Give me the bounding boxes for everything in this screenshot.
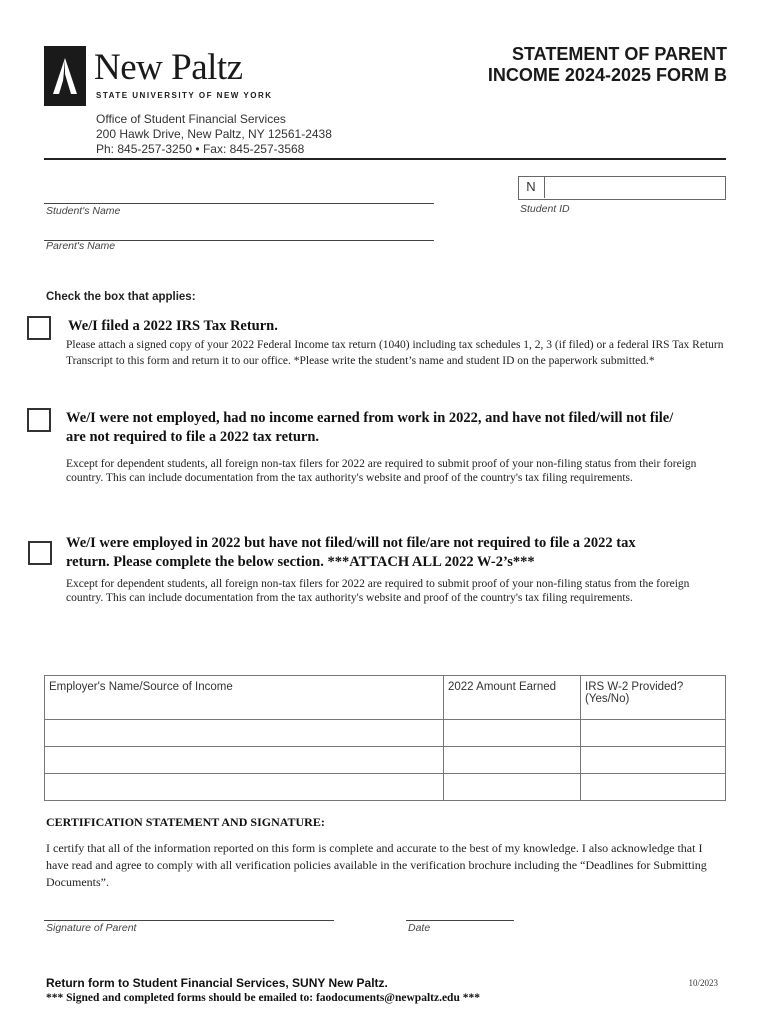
brand-name: New Paltz [94,47,243,88]
header-amount: 2022 Amount Earned [444,676,581,720]
option3-checkbox[interactable] [28,541,52,565]
table-row [45,747,726,774]
employer-cell[interactable] [45,720,444,747]
w2-cell[interactable] [581,747,726,774]
employment-table [44,675,726,801]
form-title [488,44,727,86]
table-row [45,774,726,801]
office-phone-fax: Ph: 845-257-3250 • Fax: 845-257-3568 [96,142,305,156]
option3-title-line2: return. Please complete the below section. ***ATTACH ALL 2022 W-2’s*** [66,554,535,570]
office-street: 200 Hawk Drive, New Paltz, NY 12561-2438 [96,127,332,141]
student-id-label: Student ID [520,203,570,215]
form-title-line2: INCOME 2024-2025 FORM B [487,65,727,85]
option2-title-line1: We/I were not employed, had no income earned from work in 2022, and have not filed/will not file/ [66,410,674,426]
option1-checkbox[interactable] [27,316,51,340]
option3-title [66,534,746,572]
student-id-prefix: N [518,176,545,198]
option2-title [66,409,746,447]
email-instruction: *** Signed and completed forms should be emailed to: faodocuments@newpaltz.edu *** [46,992,480,1004]
header-divider [44,158,726,160]
check-instruction: Check the box that applies: [46,291,196,303]
certification-title: CERTIFICATION STATEMENT AND SIGNATURE: [46,815,325,829]
office-name: Office of Student Financial Services [96,112,286,126]
revision-date: 10/2023 [688,978,718,988]
w2-cell[interactable] [581,720,726,747]
table-header-row [45,676,726,720]
option2-body: Except for dependent students, all foreign non-tax filers for 2022 are required to submit proof of your non-filing status from their foreign country. This can include documentation from the tax authority's website and proof of the country's tax filing requirements. [66,458,697,484]
w2-cell[interactable] [581,774,726,801]
option2-checkbox[interactable] [27,408,51,432]
amount-cell[interactable] [444,774,581,801]
option3-body: Except for dependent students, all foreign non-tax filers for 2022 are required to submit proof of your non-filing status from the foreign country. This can include documentation from the tax authority's website and proof of the country's tax filing requirements. [66,578,690,604]
student-name-label: Student's Name [46,205,121,217]
header-w2: IRS W-2 Provided? (Yes/No) [581,676,726,720]
office-address [96,112,332,157]
table-row [45,720,726,747]
employer-cell[interactable] [45,774,444,801]
option3-title-line1: We/I were employed in 2022 but have not filed/will not file/are not required to file a 2022 tax [66,535,636,551]
signature-label: Signature of Parent [46,922,137,934]
student-name-field[interactable] [44,203,434,204]
amount-cell[interactable] [444,720,581,747]
student-id-field[interactable] [518,176,726,200]
new-paltz-logo-icon [44,46,86,106]
employer-cell[interactable] [45,747,444,774]
option1-body: Please attach a signed copy of your 2022 Federal Income tax return (1040) including tax schedules 1, 2, 3 (if filed) or a federal IRS Tax Return Transcript to this form and return it to our office. *Please write the student’s name and student ID on the paperwork submitted.* [66,339,724,367]
option1-title: We/I filed a 2022 IRS Tax Return. [68,318,278,334]
brand-subtitle: STATE UNIVERSITY OF NEW YORK [96,91,273,100]
amount-cell[interactable] [444,747,581,774]
parent-name-label: Parent's Name [46,240,116,252]
date-field[interactable] [406,920,514,921]
form-title-line1: STATEMENT OF PARENT [512,44,727,64]
certification-body: I certify that all of the information reported on this form is complete and accurate to the best of my knowledge. I also acknowledge that I have read and agree to comply with all verification policies available in the verification brochure including the “Deadlines for Submitting Documents”. [46,841,707,889]
header-employer: Employer's Name/Source of Income [45,676,444,720]
date-label: Date [408,922,431,934]
return-instruction: Return form to Student Financial Services, SUNY New Paltz. [46,976,388,990]
option2-title-line2: are not required to file a 2022 tax return. [66,429,320,445]
parent-signature-field[interactable] [44,920,334,921]
